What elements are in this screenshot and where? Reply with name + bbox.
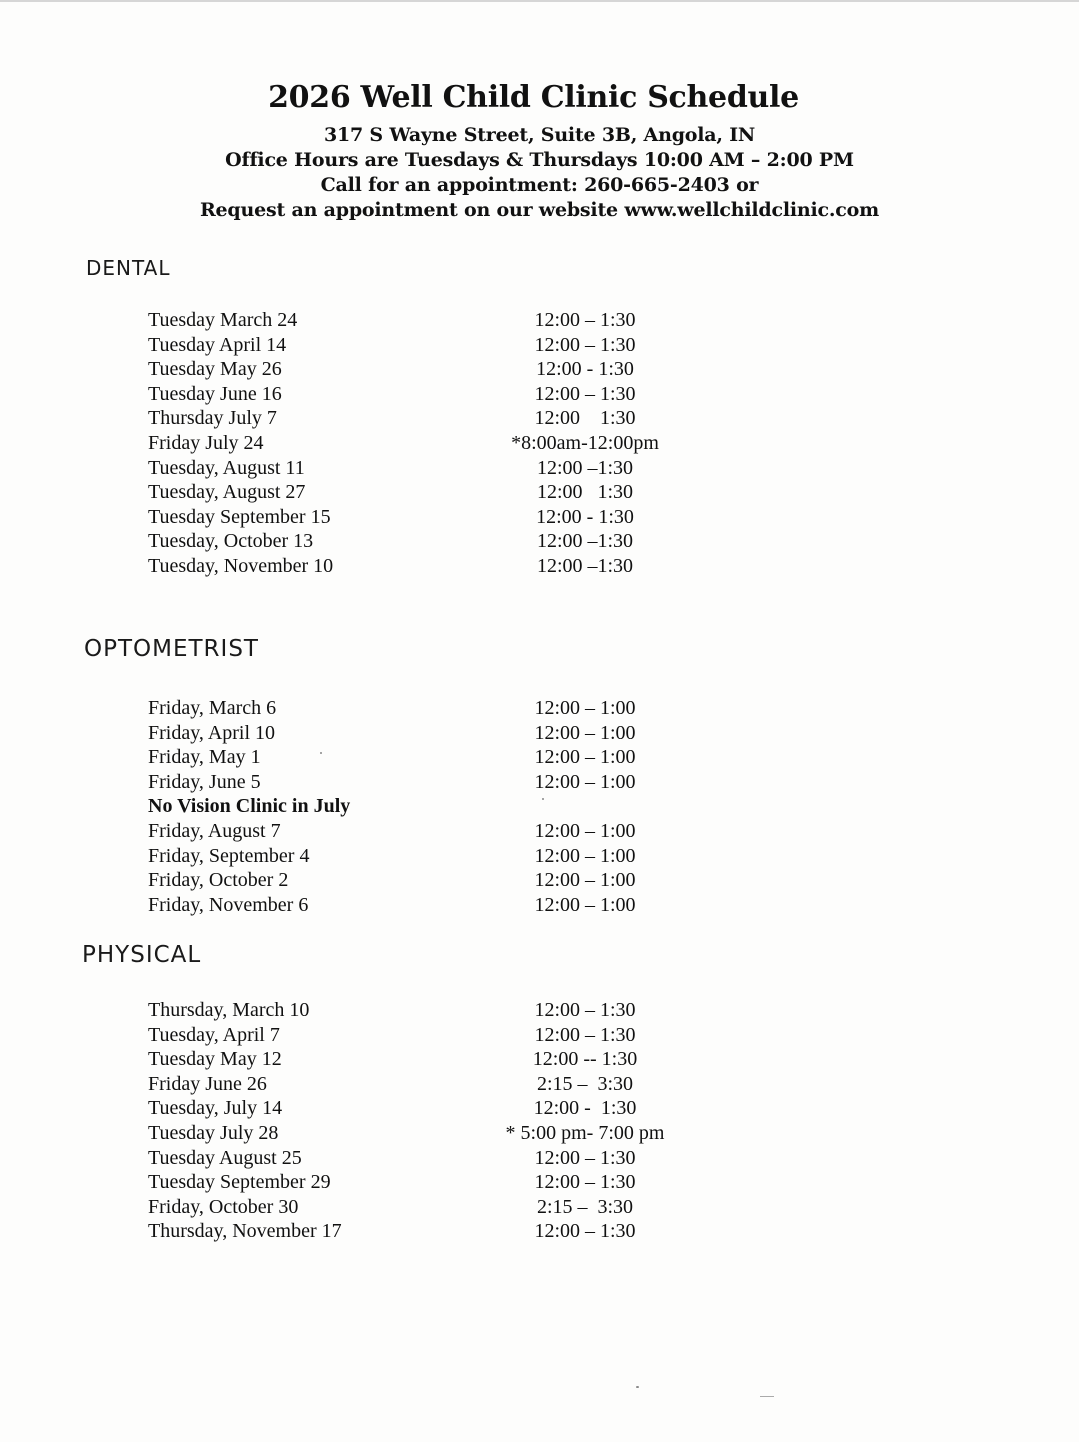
table-row xyxy=(148,893,708,918)
table-row xyxy=(148,819,708,844)
time-cell: 12:00 – 1:30 xyxy=(534,382,636,405)
dental-section-label: DENTAL xyxy=(86,256,171,280)
office-hours-line: Office Hours are Tuesdays & Thursdays 10:00 AM – 2:00 PM xyxy=(225,149,854,171)
date-cell: Friday, September 4 xyxy=(148,844,310,867)
time-cell: 12:00 – 1:30 xyxy=(534,999,636,1021)
date-cell: Friday, November 6 xyxy=(148,893,309,916)
time-cell: 2:15 – 3:30 xyxy=(536,1195,634,1218)
scan-speck xyxy=(636,1386,639,1388)
table-row xyxy=(148,868,708,893)
date-cell: Friday, May 1 xyxy=(148,746,261,769)
date-cell: Friday, October 30 xyxy=(148,1195,299,1218)
table-row xyxy=(148,696,708,721)
table-row xyxy=(148,1146,708,1171)
table-row xyxy=(148,745,708,770)
phone-line: Call for an appointment: 260-665-2403 or xyxy=(320,174,759,196)
table-row xyxy=(148,382,708,407)
table-row xyxy=(148,794,708,819)
date-cell: Tuesday, November 10 xyxy=(148,554,334,577)
time-cell: 12:00 – 1:30 xyxy=(534,309,636,331)
date-cell: Friday July 24 xyxy=(148,431,264,454)
time-cell: * 5:00 pm- 7:00 pm xyxy=(505,1121,665,1144)
date-cell: Tuesday May 26 xyxy=(148,358,282,381)
time-cell: 12:00 –1:30 xyxy=(536,554,634,577)
table-row xyxy=(148,1219,708,1244)
time-cell: 12:00 – 1:30 xyxy=(534,1171,636,1194)
table-row xyxy=(148,456,708,481)
date-cell: Tuesday, April 7 xyxy=(148,1023,280,1046)
time-cell: 12:00 – 1:30 xyxy=(534,1220,636,1243)
table-row xyxy=(148,1195,708,1220)
physical-section-label: PHYSICAL xyxy=(82,942,202,968)
optometrist-schedule xyxy=(148,696,708,917)
time-cell: 12:00 – 1:00 xyxy=(534,844,636,867)
date-cell: Tuesday September 29 xyxy=(148,1171,331,1194)
time-cell: 12:00 –1:30 xyxy=(536,530,634,553)
table-row xyxy=(148,998,708,1023)
physical-schedule xyxy=(148,998,708,1244)
time-cell: 2:15 – 3:30 xyxy=(536,1072,634,1095)
date-cell: Friday June 26 xyxy=(148,1072,267,1095)
time-cell: 12:00 – 1:30 xyxy=(534,333,636,356)
date-cell: Friday, June 5 xyxy=(148,770,261,793)
time-cell: 12:00 – 1:00 xyxy=(534,721,636,744)
table-row xyxy=(148,1121,708,1146)
date-cell: Tuesday March 24 xyxy=(148,309,298,331)
date-cell: Tuesday May 12 xyxy=(148,1048,282,1071)
time-cell: 12:00 - 1:30 xyxy=(533,1097,637,1120)
time-cell: 12:00 – 1:00 xyxy=(534,869,636,892)
date-cell: Tuesday, October 13 xyxy=(148,530,314,553)
date-cell: Tuesday September 15 xyxy=(148,505,331,528)
scan-speck xyxy=(542,798,544,800)
scan-speck xyxy=(760,1396,774,1397)
page-top-edge xyxy=(0,0,1079,2)
date-cell: Tuesday June 16 xyxy=(148,382,282,405)
table-row xyxy=(148,1072,708,1097)
scan-speck xyxy=(320,752,322,754)
no-vision-clinic-note: No Vision Clinic in July xyxy=(148,795,351,818)
date-cell: Friday, March 6 xyxy=(148,697,277,719)
table-row xyxy=(148,1047,708,1072)
time-cell: 12:00 – 1:00 xyxy=(534,893,636,916)
table-row xyxy=(148,431,708,456)
optometrist-section-label: OPTOMETRIST xyxy=(84,636,259,662)
date-cell: Tuesday, August 11 xyxy=(148,456,305,479)
date-cell: Thursday, November 17 xyxy=(148,1220,342,1243)
date-cell: Tuesday August 25 xyxy=(148,1146,302,1169)
time-cell: 12:00 - 1:30 xyxy=(536,358,634,381)
table-row xyxy=(148,721,708,746)
time-cell: *8:00am-12:00pm xyxy=(511,431,659,454)
table-row xyxy=(148,554,708,579)
date-cell: Thursday July 7 xyxy=(148,407,277,430)
address-line: 317 S Wayne Street, Suite 3B, Angola, IN xyxy=(323,124,756,146)
date-cell: Tuesday July 28 xyxy=(148,1121,279,1144)
date-cell: Friday, October 2 xyxy=(148,869,289,892)
table-row xyxy=(148,1096,708,1121)
date-cell: Tuesday, July 14 xyxy=(148,1097,283,1120)
table-row xyxy=(148,770,708,795)
table-row xyxy=(148,1170,708,1195)
table-row xyxy=(148,529,708,554)
table-row xyxy=(148,333,708,358)
time-cell: 12:00 -- 1:30 xyxy=(532,1048,638,1071)
table-row xyxy=(148,357,708,382)
table-row xyxy=(148,480,708,505)
date-cell: Tuesday April 14 xyxy=(148,333,287,356)
table-row xyxy=(148,505,708,530)
date-cell: Thursday, March 10 xyxy=(148,999,310,1021)
dental-schedule xyxy=(148,308,708,579)
table-row xyxy=(148,1023,708,1048)
table-row xyxy=(148,308,708,333)
date-cell: Tuesday, August 27 xyxy=(148,481,306,504)
time-cell: 12:00 – 1:00 xyxy=(534,770,636,793)
time-cell: 12:00 – 1:00 xyxy=(534,819,636,842)
table-row xyxy=(148,844,708,869)
time-cell: 12:00 – 1:00 xyxy=(534,697,636,719)
page-title: 2026 Well Child Clinic Schedule xyxy=(268,80,799,115)
time-cell: 12:00 1:30 xyxy=(534,407,636,430)
time-cell: 12:00 – 1:30 xyxy=(534,1146,636,1169)
time-cell: 12:00 – 1:00 xyxy=(534,746,636,769)
website-line: Request an appointment on our website www.wellchildclinic.com xyxy=(199,199,880,221)
date-cell: Friday, August 7 xyxy=(148,819,281,842)
time-cell: 12:00 –1:30 xyxy=(536,456,634,479)
table-row xyxy=(148,406,708,431)
document-header xyxy=(0,80,1079,223)
date-cell: Friday, April 10 xyxy=(148,721,276,744)
time-cell: 12:00 – 1:30 xyxy=(534,1023,636,1046)
time-cell: 12:00 - 1:30 xyxy=(536,505,634,528)
time-cell: 12:00 1:30 xyxy=(536,481,634,504)
